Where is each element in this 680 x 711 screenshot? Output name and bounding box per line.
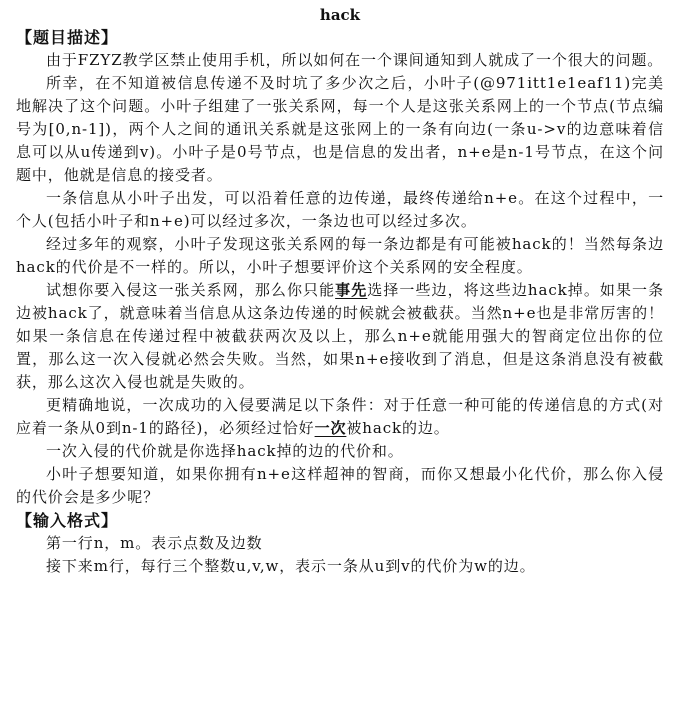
paragraph-message-path: 一条信息从小叶子出发，可以沿着任意的边传递，最终传递给n+e。在这个过程中，一个人(包括小叶子和n+e)可以经过多次，一条边也可以经过多次。 [16, 189, 664, 230]
paragraph-intrusion-cost: 一次入侵的代价就是你选择hack掉的边的代价和。 [46, 442, 404, 460]
condition-text-end: 被hack的边。 [346, 419, 450, 437]
paragraph-success-condition [16, 394, 664, 440]
paragraph-intrusion [16, 279, 664, 394]
page-title: hack [319, 6, 361, 24]
paragraph-intro: 由于FZYZ教学区禁止使用手机，所以如何在一个课间通知到人就成了一个很大的问题。 [46, 51, 664, 69]
condition-text-start: 更精确地说，一次成功的入侵要满足以下条件：对于任意一种可能的传递信息的方式(对应着一条从0到n-1的路径)，必须经过恰好 [16, 396, 664, 437]
section-heading-input: 【输入格式】 [16, 511, 119, 530]
intrusion-text-end: 选择一些边，将这些边hack掉。如果一条边被hack了，就意味着当信息从这条边传递的时候就会被截获。当然n+e也是非常厉害的！如果一条信息在传递过程中被截获两次及以上，那么n+e就能用强大的智商定位出你的位置，那么这一次入侵就必然会失败。当然，如果n+e接收到了消息，但是这条消息没有被截获，那么这次入侵也就是失败的。 [16, 281, 664, 391]
emphasis-exactly-once: 一次 [314, 419, 347, 437]
intrusion-text-start: 试想你要入侵这一张关系网，那么你只能 [46, 281, 336, 299]
paragraph-input-first-line: 第一行n，m。表示点数及边数 [46, 534, 263, 552]
paragraph-input-edges: 接下来m行，每行三个整数u,v,w，表示一条从u到v的代价为w的边。 [46, 557, 536, 575]
paragraph-hack-cost: 经过多年的观察，小叶子发现这张关系网的每一条边都是有可能被hack的！当然每条边hack的代价是不一样的。所以，小叶子想要评价这个关系网的安全程度。 [16, 235, 664, 276]
paragraph-question: 小叶子想要知道，如果你拥有n+e这样超神的智商，而你又想最小化代价，那么你入侵的代价会是多少呢？ [16, 465, 664, 506]
section-heading-description: 【题目描述】 [16, 28, 119, 47]
emphasis-in-advance: 事先 [335, 281, 368, 299]
paragraph-network: 所幸，在不知道被信息传递不及时坑了多少次之后，小叶子(@971itt1e1eaf11)完美地解决了这个问题。小叶子组建了一张关系网，每一个人是这张关系网上的一个节点(节点编号为[0,n-1])，两个人之间的通讯关系就是这张网上的一条有向边(一条u->v的边意味着信息可以从u传递到v)。小叶子是0号节点，也是信息的发出者，n+e是n-1号节点，在这个问题中，他就是信息的接受者。 [16, 74, 664, 184]
